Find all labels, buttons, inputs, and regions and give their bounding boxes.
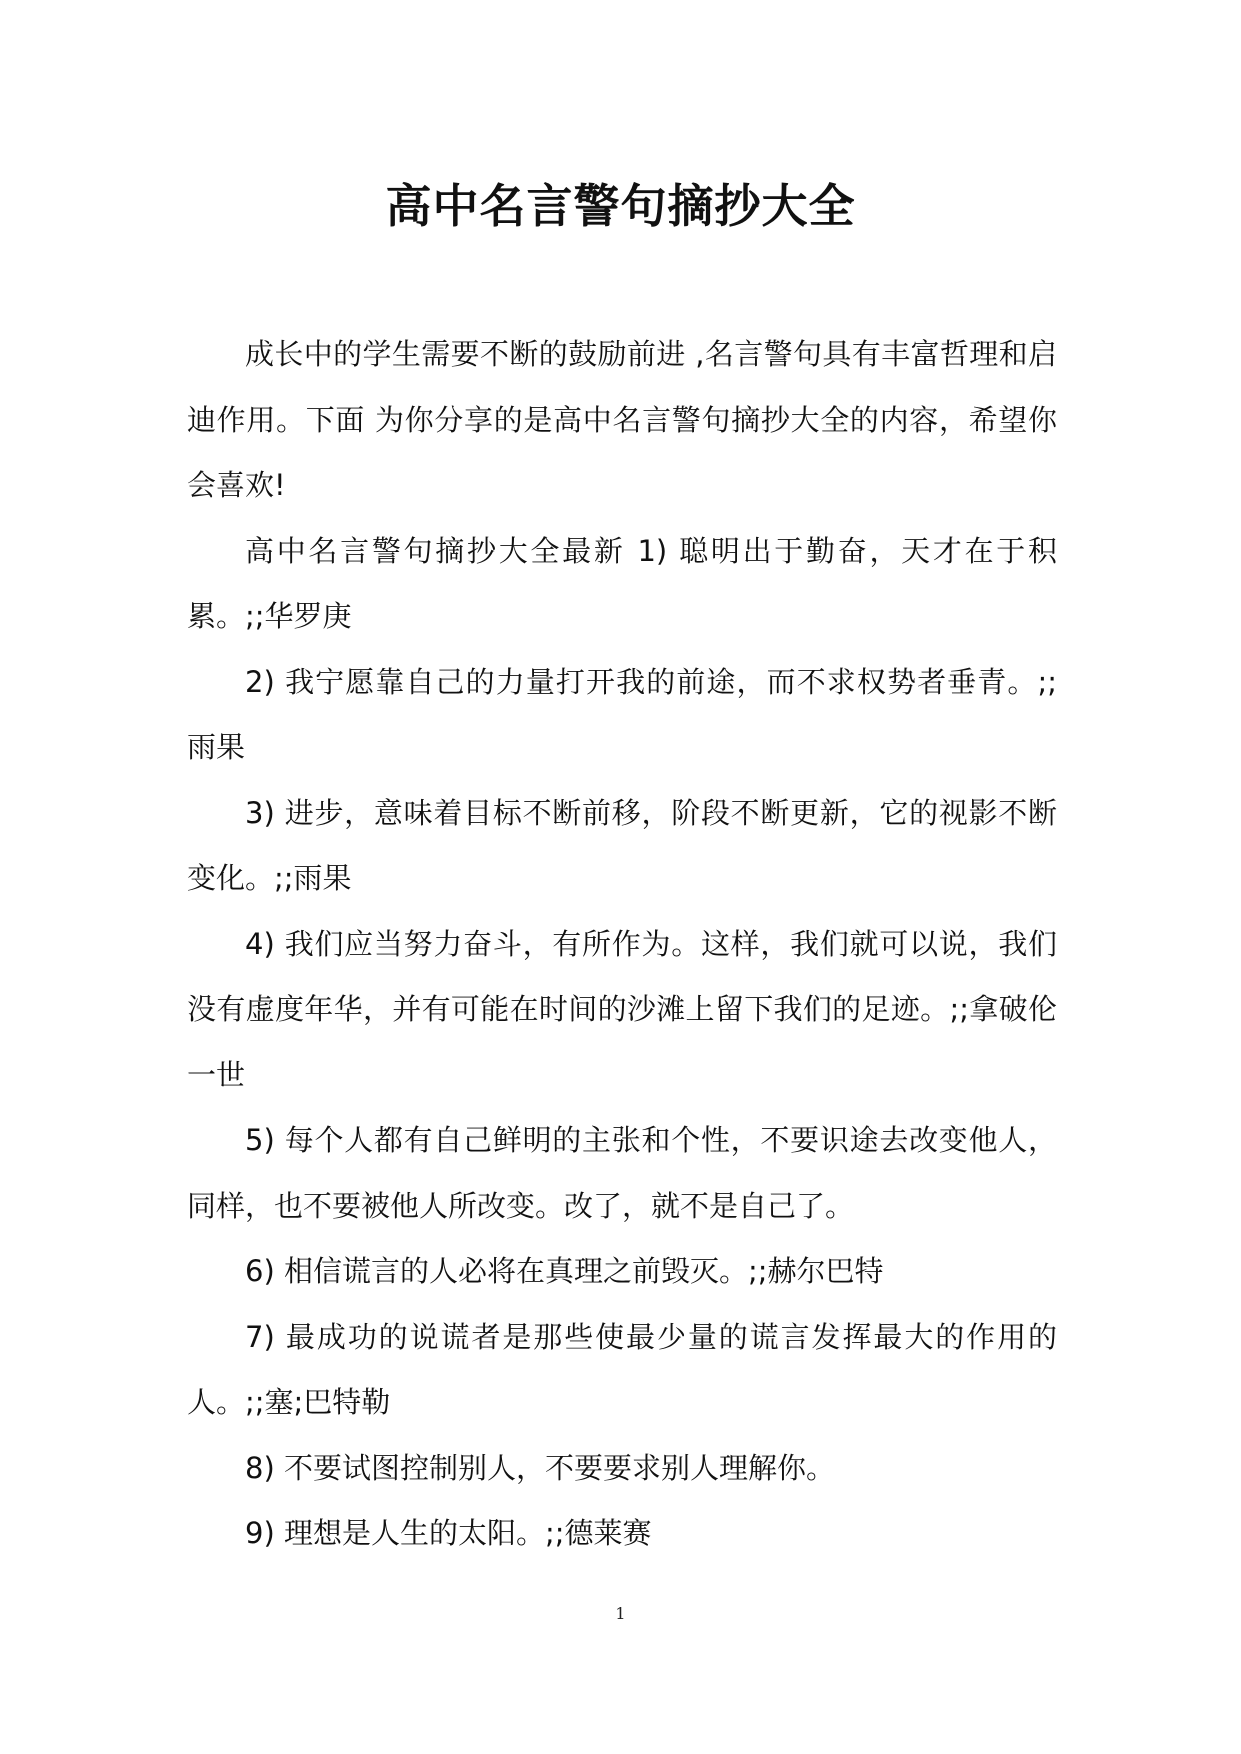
paragraph-quote-6: 6) 相信谎言的人必将在真理之前毁灭。;;赫尔巴特 (245, 1254, 884, 1288)
document-body (187, 322, 1057, 1567)
paragraph-quote-2: 2) 我宁愿靠自己的力量打开我的前途，而不求权势者垂青。;;雨果 (187, 664, 1057, 764)
paragraph-quote-7: 7) 最成功的说谎者是那些使最少量的谎言发挥最大的作用的人。;;塞;巴特勒 (187, 1319, 1057, 1419)
paragraph-quote-8: 8) 不要试图控制别人，不要要求别人理解你。 (245, 1450, 835, 1485)
paragraph-quote-1: 高中名言警句摘抄大全最新 1) 聪明出于勤奋，天才在于积累。;;华罗庚 (187, 533, 1057, 633)
paragraph-quote-3: 3) 进步，意味着目标不断前移，阶段不断更新，它的视影不断变化。;;雨果 (187, 795, 1057, 895)
paragraph-intro: 成长中的学生需要不断的鼓励前进 ,名言警句具有丰富哲理和启迪作用。下面 为你分享的是高中名言警句摘抄大全的内容，希望你会喜欢! (187, 337, 1057, 502)
page-number: 1 (615, 1604, 626, 1623)
paragraph-quote-4: 4) 我们应当努力奋斗，有所作为。这样，我们就可以说，我们没有虚度年华，并有可能在时间的沙滩上留下我们的足迹。;;拿破伦一世 (187, 926, 1057, 1092)
paragraph-quote-5: 5) 每个人都有自己鲜明的主张和个性，不要识途去改变他人，同样，也不要被他人所改变。改了，就不是自己了。 (187, 1123, 1057, 1223)
paragraph-quote-9: 9) 理想是人生的太阳。;;德莱赛 (245, 1516, 652, 1550)
document-title: 高中名言警句摘抄大全 (385, 179, 856, 233)
